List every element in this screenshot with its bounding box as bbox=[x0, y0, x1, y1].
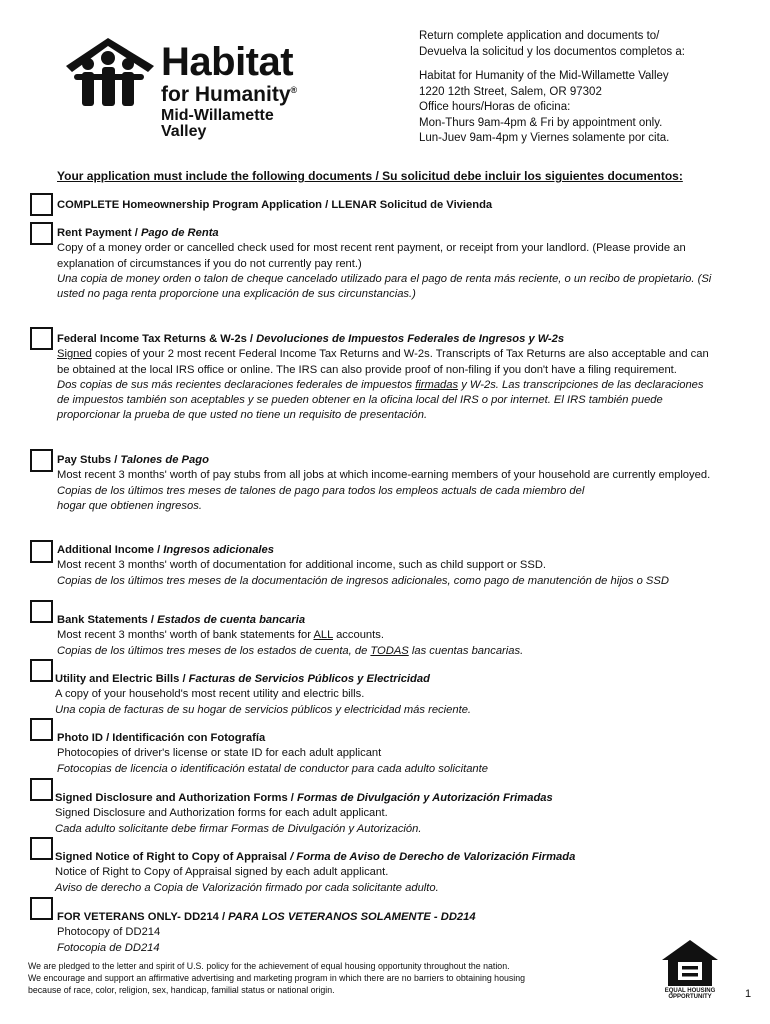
return-address-block bbox=[419, 29, 759, 147]
footer-line: We are pledged to the letter and spirit of U.S. policy for the achievement of equal housing opportunity throughout the nation. bbox=[28, 961, 510, 971]
item-title: Bank Statements / Estados de cuenta bancaria bbox=[57, 614, 306, 626]
item-title: Rent Payment / Pago de Renta bbox=[57, 227, 219, 239]
checkbox-additional[interactable] bbox=[30, 540, 53, 563]
item-disclosure bbox=[55, 791, 715, 837]
page-number: 1 bbox=[745, 988, 752, 1000]
item-additional bbox=[57, 543, 717, 589]
item-title: COMPLETE Homeownership Program Application / LLENAR Solicitud de Vivienda bbox=[57, 199, 493, 211]
item-text-en: Most recent 3 months' worth of bank statements for ALL accounts. bbox=[57, 629, 384, 642]
habitat-house-icon bbox=[62, 36, 158, 108]
item-paystubs bbox=[57, 453, 717, 514]
habitat-logo bbox=[62, 32, 312, 140]
item-text-es: Aviso de derecho a Copia de Valorización firmado por cada solicitante adulto. bbox=[55, 881, 439, 894]
checkbox-utility[interactable] bbox=[30, 659, 53, 682]
item-text-es: Cada adulto solicitante debe firmar Formas de Divulgación y Autorización. bbox=[55, 822, 422, 835]
item-title: Utility and Electric Bills / Facturas de Servicios Públicos y Electricidad bbox=[55, 673, 430, 685]
item-text-en: A copy of your household's most recent utility and electric bills. bbox=[55, 688, 365, 701]
return-line-en: Return complete application and documents to/ bbox=[419, 30, 660, 42]
footer-line: We encourage and support an affirmative advertising and marketing program in which there are no barriers to obtaining housing bbox=[28, 973, 525, 983]
item-application bbox=[57, 198, 717, 213]
checkbox-bank[interactable] bbox=[30, 600, 53, 623]
equal-housing-caption: EQUAL HOUSING OPPORTUNITY bbox=[664, 988, 716, 1000]
item-text-en: Signed copies of your 2 most recent Federal Income Tax Returns and W-2s. Transcripts of Tax Returns are also acceptable and can be obtained at the local IRS office or online. The IRS can also provide proof of non-filing if you don't have a filing requirement. bbox=[57, 348, 709, 376]
logo-line2: for Humanity® bbox=[161, 83, 298, 106]
checkbox-tax[interactable] bbox=[30, 327, 53, 350]
checkbox-application[interactable] bbox=[30, 193, 53, 216]
item-bank bbox=[57, 613, 717, 659]
item-text-es: Fotocopia de DD214 bbox=[57, 941, 160, 954]
item-appraisal bbox=[55, 850, 715, 896]
item-title: Signed Notice of Right to Copy of Appraisal / Forma de Aviso de Derecho de Valorización Firmada bbox=[55, 851, 576, 863]
item-text-es: Copias de los últimos tres meses de los estados de cuenta, de TODAS las cuentas bancarias. bbox=[57, 644, 524, 657]
return-line-es: Devuelva la solicitud y los documentos completos a: bbox=[419, 45, 685, 58]
item-title: Additional Income / Ingresos adicionales bbox=[57, 544, 274, 556]
item-text-es: Una copia de money orden o talon de cheque cancelado utilizado para el pago de renta más reciente, o un recibo de propietario. (Si usted no paga renta proporcione una explicación de sus circunstancias.) bbox=[57, 272, 712, 301]
item-text-en: Notice of Right to Copy of Appraisal signed by each adult applicant. bbox=[55, 866, 389, 879]
footer-line: because of race, color, religion, sex, handicap, familial status or national origin. bbox=[28, 985, 335, 995]
footer-policy bbox=[28, 960, 628, 996]
office-hours-en: Mon-Thurs 9am-4pm & Fri by appointment only. bbox=[419, 116, 663, 129]
item-text-en: Most recent 3 months' worth of pay stubs from all jobs at which income-earning members of your household are currently employed. bbox=[57, 469, 711, 482]
office-hours-es: Lun-Juev 9am-4pm y Viernes solamente por cita. bbox=[419, 132, 670, 144]
item-text-en: Signed Disclosure and Authorization forms for each adult applicant. bbox=[55, 807, 388, 820]
equal-housing-house-icon bbox=[660, 938, 720, 988]
item-text-es: Una copia de facturas de su hogar de servicios públicos y electricidad más reciente. bbox=[55, 703, 472, 716]
item-text-en: Most recent 3 months' worth of documentation for additional income, such as child support or SSD. bbox=[57, 559, 547, 572]
checkbox-photoid[interactable] bbox=[30, 718, 53, 741]
item-title: Photo ID / Identificación con Fotografía bbox=[57, 732, 266, 744]
logo-line1: Habitat bbox=[161, 40, 294, 84]
checkbox-paystubs[interactable] bbox=[30, 449, 53, 472]
logo-line3: Mid-Willamette Valley bbox=[161, 107, 274, 140]
item-text-en: Photocopies of driver's license or state ID for each adult applicant bbox=[57, 747, 382, 760]
item-text-es: Copias de los últimos tres meses de la documentación de ingresos adicionales, como pago de manutención de hijos o SSD bbox=[57, 574, 669, 587]
item-text-es: Dos copias de sus más recientes declaraciones federales de impuestos firmadas y W-2s. Las transcripciones de las declaraciones de impuestos también son aceptables y se pueden obtener en la oficina local del IRS o por internet. El IRS también puede proporcionar la prueba de que usted no tiene un requisito de presentación. bbox=[57, 378, 704, 422]
checkbox-rent[interactable] bbox=[30, 222, 53, 245]
item-rent bbox=[57, 226, 717, 302]
equal-housing-logo bbox=[660, 938, 720, 1000]
office-hours-label: Office hours/Horas de oficina: bbox=[419, 101, 571, 113]
item-veterans bbox=[57, 910, 717, 956]
item-utility bbox=[55, 672, 715, 718]
org-address: 1220 12th Street, Salem, OR 97302 bbox=[419, 85, 602, 98]
documents-heading: Your application must include the following documents / Su solicitud debe incluir los siguientes documentos: bbox=[57, 169, 683, 183]
item-title: Signed Disclosure and Authorization Forms / Formas de Divulgación y Autorización Frimadas bbox=[55, 792, 553, 804]
item-tax bbox=[57, 332, 717, 424]
item-title: Federal Income Tax Returns & W-2s / Devoluciones de Impuestos Federales de Ingresos y W-2s bbox=[57, 333, 565, 345]
checkbox-disclosure[interactable] bbox=[30, 778, 53, 801]
item-photoid bbox=[57, 731, 717, 777]
checkbox-appraisal[interactable] bbox=[30, 837, 53, 860]
item-text-en: Photocopy of DD214 bbox=[57, 926, 161, 939]
item-text-es: Fotocopias de licencia o identificación estatal de conductor para cada adulto solicitante bbox=[57, 762, 488, 775]
org-name: Habitat for Humanity of the Mid-Willamette Valley bbox=[419, 70, 669, 82]
item-text-en: Copy of a money order or cancelled check used for most recent rent payment, or receipt from your landlord. (Please provide an explanation of circumstances if you do not currently pay rent.) bbox=[57, 242, 686, 270]
item-title: Pay Stubs / Talones de Pago bbox=[57, 454, 209, 466]
item-text-es-2: hogar que obtienen ingresos. bbox=[57, 499, 202, 512]
item-title: FOR VETERANS ONLY- DD214 / PARA LOS VETERANOS SOLAMENTE - DD214 bbox=[57, 911, 476, 923]
item-text-es-1: Copias de los últimos tres meses de talones de pago para todos los empleos actuals de cada miembro del bbox=[57, 484, 585, 497]
checkbox-veterans[interactable] bbox=[30, 897, 53, 920]
